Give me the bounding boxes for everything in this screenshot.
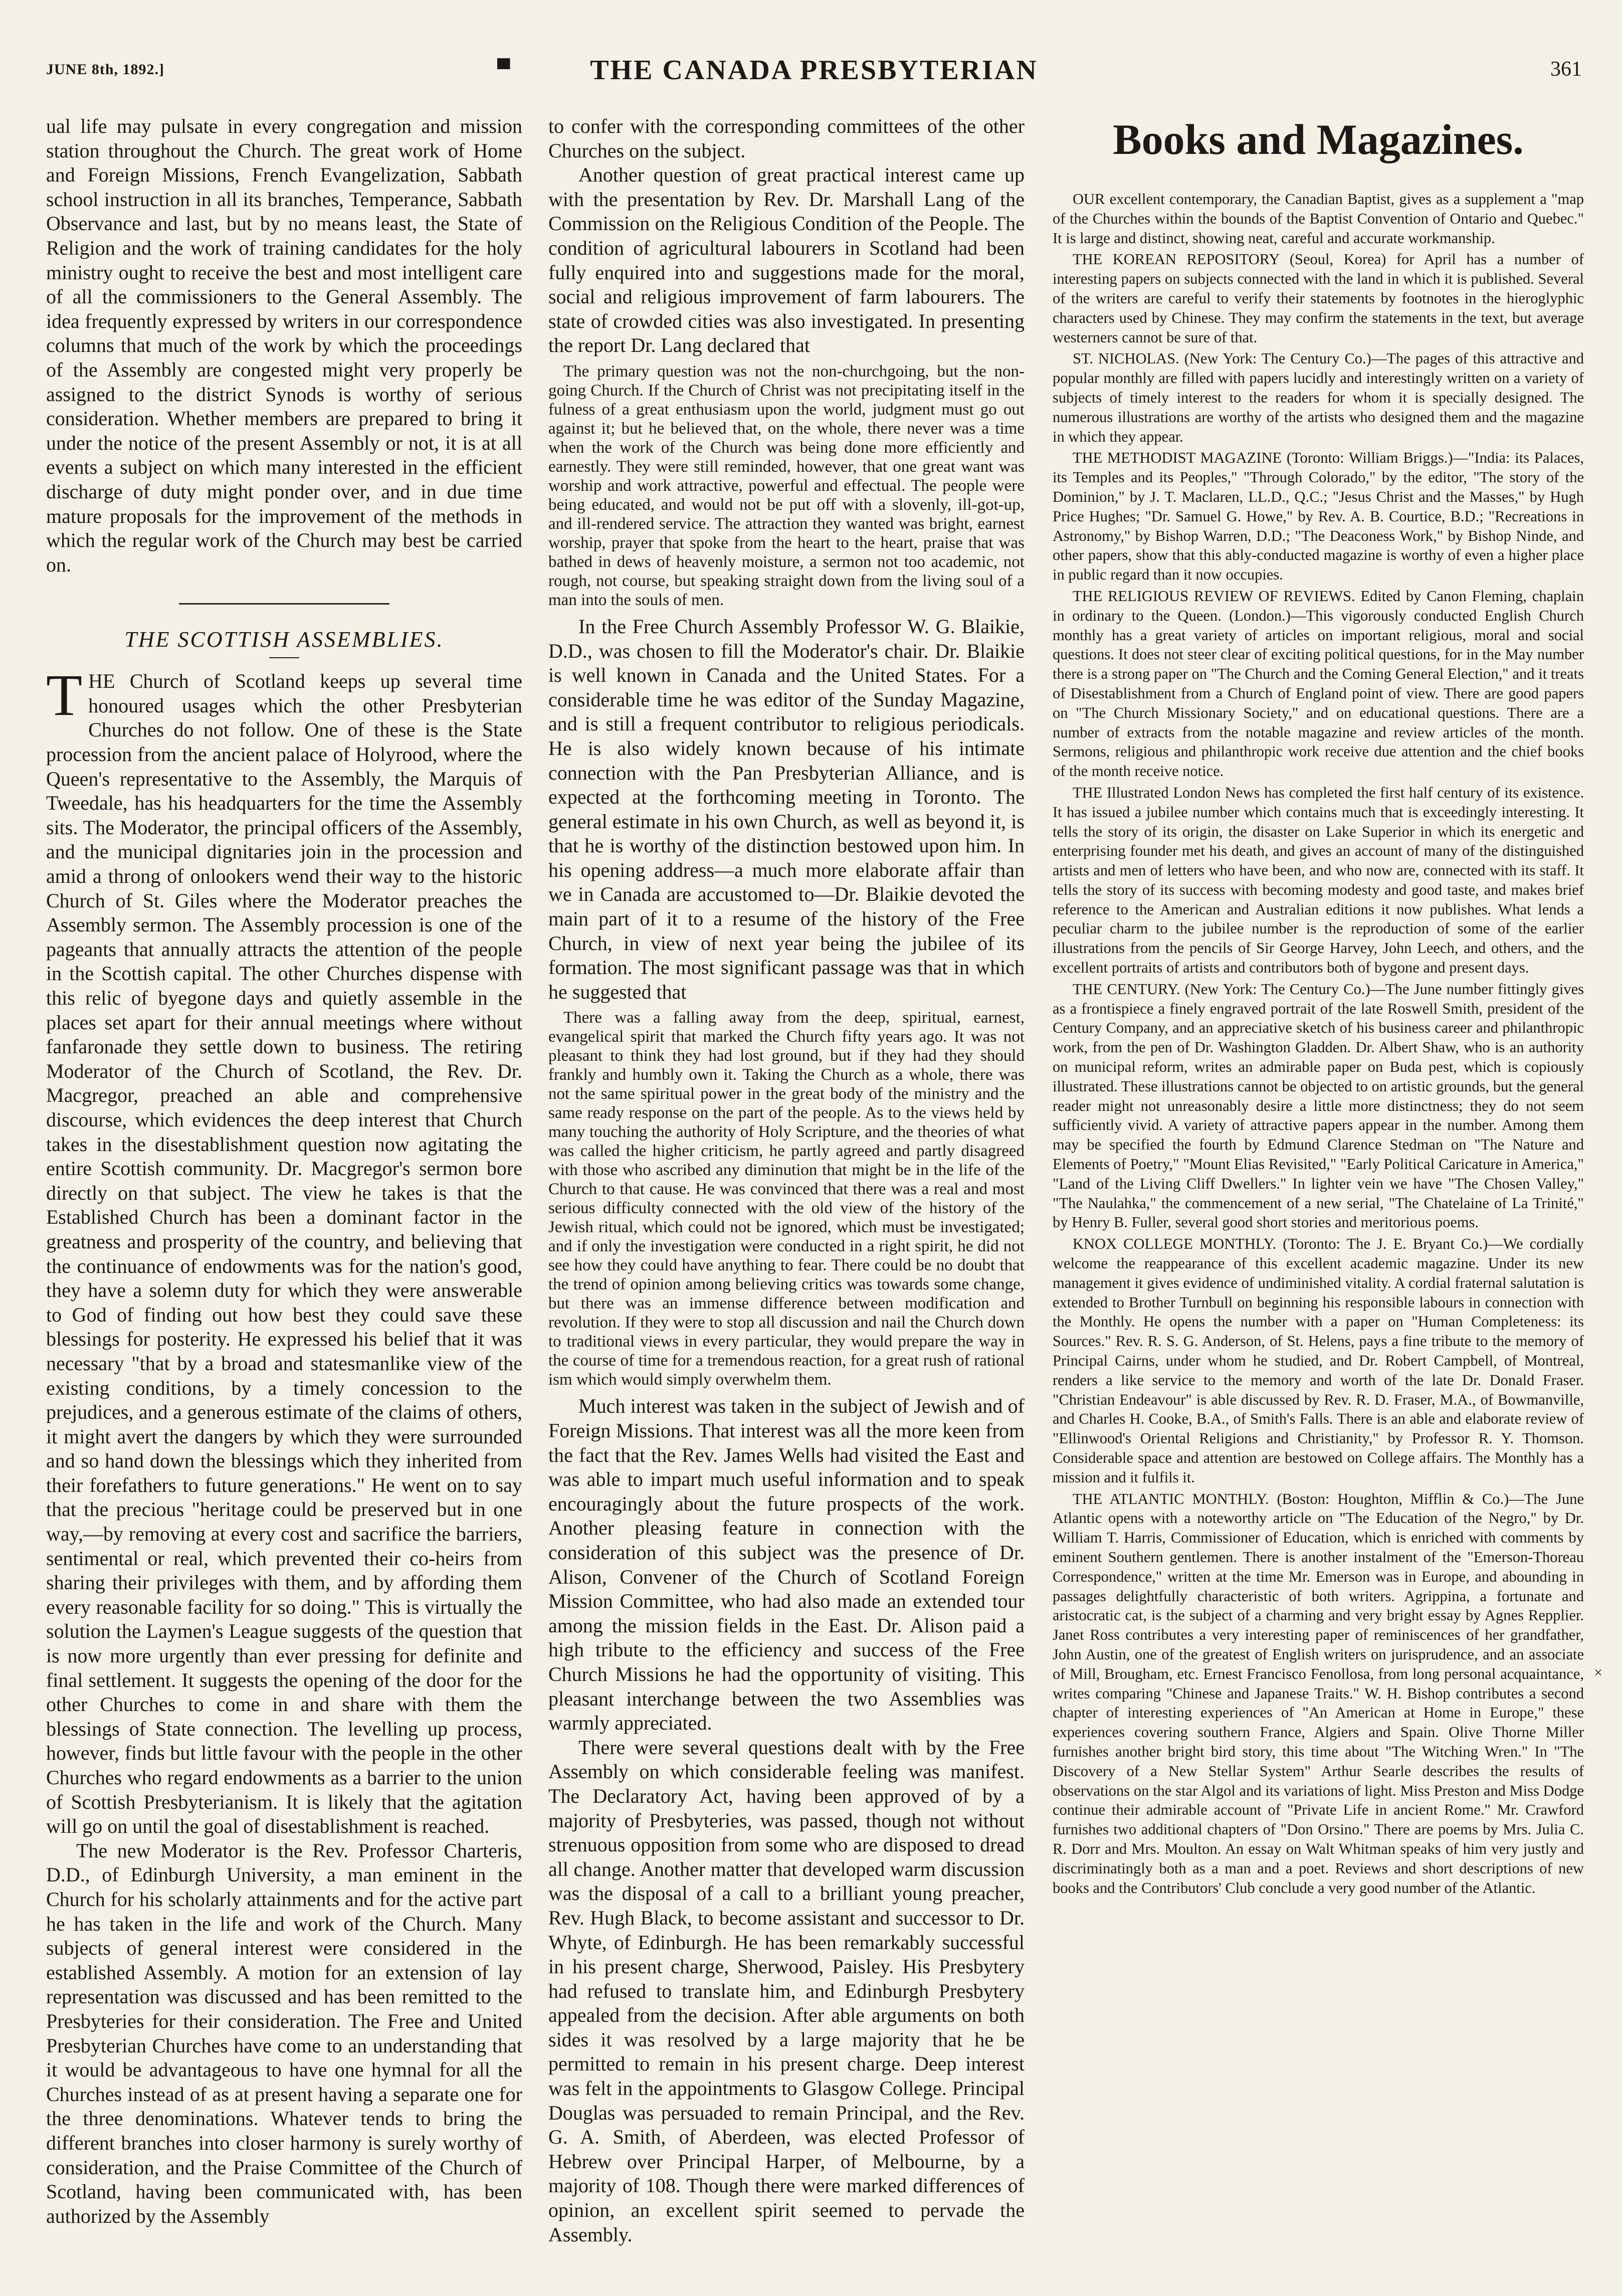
review: KNOX COLLEGE MONTHLY. (Toronto: The J. E. Bryant Co.)—We cordially welcome the reappearance of this excellent academic magazine. Under its new management it gives evidence of undiminished vitality. A cordial fraternal salutation is extended to Brother Turnbull on beginning his responsible labours in connection with the Monthly. He opens the number with a paper on "Human Completeness: its Sources." Rev. R. S. G. Anderson, of St. Helens, pays a fine tribute to the memory of Principal Cairns, under whom he studied, and Dr. Robert Campbell, of Montreal, renders a like service to the memory and worth of the late Dr. Donald Fraser. "Christian Endeavour" is able discussed by Rev. R. D. Fraser, M.A., of Bowmanville, and Charles H. Cooke, B.A., of Smith's Falls. There is an able and elaborate review of "Ellinwood's Oriental Religions and Christianity," by Professor R. Y. Thomson. Considerable space and attention are bestowed on College affairs. The Monthly has a mission and it fulfils it. bbox=[1053, 1235, 1584, 1486]
paragraph: In the Free Church Assembly Professor W. G. Blaikie, D.D., was chosen to fill the Moderator's chair. Dr. Blaikie is well known in Canada and the United States. For a considerable time he was editor of the Sunday Magazine, and is still a frequent contributor to religious periodicals. He is also widely known because of his intimate connection with the Pan Presbyterian Alliance, and is expected at the forthcoming meeting in Toronto. The general estimate in his own Church, as well as beyond it, is that he is worthy of the distinction bestowed upon him. In his opening address—a much more elaborate affair than we in Canada are accustomed to—Dr. Blaikie devoted the main part of it to a resume of the history of the Free Church, in view of next year being the jubilee of its formation. The most significant passage was that in which he suggested that bbox=[548, 615, 1025, 1003]
page-number: 361 bbox=[1550, 58, 1582, 81]
review: THE RELIGIOUS REVIEW OF REVIEWS. Edited by Canon Fleming, chaplain in ordinary to the Queen. (London.)—This vigorously conducted English Church monthly has a great variety of articles on important religious, moral and social questions. It does not steer clear of exciting political questions, for in the May number there is a strong paper on "The Church and the Coming General Election," and it treats of Disestablishment from a Church of England point of view. There are good papers on "The Church Missionary Society," and on educational questions. There are a number of extracts from the notable magazine and review articles of the month. Sermons, religious and philanthropic work receive due attention and the chief books of the month receive notice. bbox=[1053, 587, 1584, 780]
review: THE Illustrated London News has completed the first half century of its existence. It has issued a jubilee number which contains much that is exceedingly interesting. It tells the story of its origin, the disaster on Lake Superior in which its energetic and enterprising founder met his death, and gives an account of many of the distinguished artists and men of letters who have been, and who now are, connected with its staff. It tells the story of its success with becoming modesty and good taste, and makes brief reference to the American and Australian editions it now publishes. What lends a peculiar charm to the jubilee number is the reproduction of some of the earlier illustrations from the pencils of Sir George Harvey, John Leech, and others, and the excellent portraits of artists and contributors both of bygone and present days. bbox=[1053, 784, 1584, 977]
margin-mark: × bbox=[1594, 1664, 1602, 1681]
section-divider bbox=[179, 603, 389, 605]
block-quote: There was a falling away from the deep, spiritual, earnest, evangelical spirit that marked the Church fifty years ago. It was not pleasant to think they had lost ground, but if they had they should frankly and humbly own it. Taking the Church as a whole, there was not the same spiritual power in the great body of the ministry and the same ready response on the part of the people. As to the views held by many touching the authority of Holy Scripture, and the theories of what was called the higher criticism, he partly agreed and partly disagreed with those who ascribed any diminution that might be in the life of the Church to that cause. He was convinced that there was a real and most serious difficulty connected with the old view of the history of the Jewish ritual, which could not be ignored, which must be investigated; and if only the investigation were conducted in a right spirit, he did not see how they could have anything to fear. There could be no doubt that the trend of opinion among believing critics was towards some change, but there was an immense difference between modification and revolution. If they were to stop all discussion and nail the Church down to traditional views in every particular, they would prepare the way in the course of time for a tremendous reaction, for a great rush of rational ism which would simply overwhelm them. bbox=[548, 1009, 1025, 1389]
issue-date: JUNE 8th, 1892.] bbox=[46, 61, 165, 78]
review: THE CENTURY. (New York: The Century Co.)—The June number fittingly gives as a frontispiece a finely engraved portrait of the late Roswell Smith, president of the Century Company, and an appreciative sketch of his business career and philanthropic work, from the pen of Dr. Washington Gladden. Dr. Albert Shaw, who is an authority on municipal reform, writes an admirable paper on Buda pest, which is copiously illustrated. These illustrations cannot be objected to on artistic grounds, but the general reader might not unreasonably desire a little more distinctness; they do not seem sufficiently vivid. A variety of attractive papers appear in the number. Among them may be specified the fourth by Edmund Clarence Stedman on "The Nature and Elements of Poetry," "Mount Elias Revisited," "Early Political Caricature in America," "Land of the Living Cliff Dwellers." In lighter vein we have "The Chosen Valley," "The Naulahka," the commencement of a new serial, "The Chatelaine of La Trinité," by Henry B. Fuller, several good short stories and meritorious poems. bbox=[1053, 980, 1584, 1231]
paragraph: The new Moderator is the Rev. Professor Charteris, D.D., of Edinburgh University, a man eminent in the Church for his scholarly attainments and for the active part he has taken in the life and work of the Church. Many subjects of general interest were considered in the established Assembly. A motion for an extension of lay representation was discussed and has been remitted to the Presbyteries for their consideration. The Free and United Presbyterian Churches have come to an understanding that it would be advantageous to have one hymnal for all the Churches instead of as at present having a separate one for the three denominations. Whatever tends to bring the different branches into closer harmony is surely worthy of consideration, and the Praise Committee of the Church of Scotland, having been communicated with, has been authorized by the Assembly bbox=[46, 1839, 522, 2227]
paragraph: Much interest was taken in the subject of Jewish and of Foreign Missions. That interest was all the more keen from the fact that the Rev. James Wells had visited the East and was able to impart much useful information and to speak encouragingly about the future prospects of the work. Another pleasing feature in connection with the consideration of this subject was the presence of Dr. Alison, Convener of the Church of Scotland Foreign Mission Committee, who had also made an extended tour among the mission fields in the East. Dr. Alison paid a high tribute to the efficiency and success of the Free Church Missions he had the opportunity of visiting. This pleasant interchange between the two Assemblies was warmly appreciated. bbox=[548, 1395, 1025, 1735]
column-middle bbox=[548, 114, 1025, 2270]
paragraph: There were several questions dealt with by the Free Assembly on which considerable feeling was manifest. The Declaratory Act, having been approved of by a majority of Presbyteries, was passed, though not without strenuous opposition from some who are disposed to dread all change. Another matter that developed warm discussion was the disposal of a call to a brilliant young preacher, Rev. Hugh Black, to become assistant and successor to Dr. Whyte, of Edinburgh. He has been remarkably successful in his present charge, Sherwood, Paisley. His Presbytery had refused to translate him, and Edinburgh Presbytery appealed from the decision. After able arguments on both sides it was resolved by a large majority that he be permitted to remain in his present charge. Deep interest was felt in the appointments to Glasgow College. Principal Douglas was persuaded to remain Principal, and the Rev. G. A. Smith, of Aberdeen, was elected Professor of Hebrew over Principal Harper, of Melbourne, by a majority of 108. Though there were marked differences of opinion, an excellent spirit seemed to pervade the Assembly. bbox=[548, 1736, 1025, 2246]
section-heading: THE SCOTTISH ASSEMBLIES. bbox=[124, 627, 444, 652]
print-mark: ▀ bbox=[497, 59, 510, 79]
paragraph bbox=[46, 662, 522, 1839]
review: THE ATLANTIC MONTHLY. (Boston: Houghton, Mifflin & Co.)—The June Atlantic opens with a noteworthy article on "The Education of the Negro," by Dr. William T. Harris, Commissioner of Education, which is enriched with comments by eminent Southern gentlemen. There is another instalment of the "Emerson-Thoreau Correspondence," written at the time Mr. Emerson was in Europe, and abounding in passages delightfully characteristic of both writers. Agrippina, a fortunate and aristocratic cat, is the subject of a charming and very bright essay by Agnes Repplier. Janet Ross contributes a very interesting paper of reminiscences of her grandfather, John Austin, one of the greatest of English writers on jurisprudence, and an associate of Mill, Brougham, etc. Ernest Francisco Fenollosa, from long personal acquaintance, writes comparing "Chinese and Japanese Traits." W. H. Bishop contributes a second chapter of interesting experiences of "An American at Home in Europe," these experiences covering southern France, Algiers and Spain. Olive Thorne Miller furnishes another bright bird story, this time about "The Witching Wren." In "The Discovery of a New Stellar System" Arthur Searle describes the results of observations on the star Algol and its variations of light. Miss Preston and Miss Dodge continue their admirable account of "Private Life in ancient Rome." Mr. Crawford furnishes two additional chapters of "Don Orsino." There are poems by Mrs. Julia C. R. Dorr and Mrs. Moulton. An essay on Walt Whitman speaks of him very justly and discriminatingly both as a man and a poet. Reviews and short descriptions of new books and the Contributors' Club conclude a very good number of the Atlantic. bbox=[1053, 1490, 1584, 1896]
page-header bbox=[46, 54, 1582, 94]
column-right bbox=[1053, 114, 1584, 2270]
drop-cap: T bbox=[46, 662, 83, 728]
review: ST. NICHOLAS. (New York: The Century Co.)—The pages of this attractive and popular monthly are filled with papers lucidly and interestingly written on a variety of subjects of timely interest to the readers for whom it is specially designed. The numerous illustrations are worthy of the artists who designed them and the magazine in which they appear. bbox=[1053, 350, 1584, 445]
block-quote: The primary question was not the non-churchgoing, but the non-going Church. If the Church of Christ was not precipitating itself in the fulness of a great enthusiasm upon the world, judgment must go out against it; but he believed that, on the whole, there never was a time when the work of the Church was being done more efficiently and earnestly. They were still reminded, however, that one great want was worship and work attractive, powerful and effectual. The people were being educated, and would not be put off with a slovenly, ill-got-up, and ill-rendered service. The attraction they wanted was bright, earnest worship, prayer that spoke from the heart to the heart, praise that was bathed in dews of heavenly moisture, a sermon not too academic, not rough, not course, but speaking straight down from the living soul of a man into the souls of men. bbox=[548, 362, 1025, 609]
review: OUR excellent contemporary, the Canadian Baptist, gives as a supplement a "map of the Churches within the bounds of the Baptist Convention of Ontario and Quebec." It is large and distinct, showing neat, careful and accurate workmanship. bbox=[1053, 190, 1584, 247]
heading-rule bbox=[269, 657, 299, 658]
paragraph: ual life may pulsate in every congregation and mission station throughout the Church. The great work of Home and Foreign Missions, French Evangelization, Sabbath school instruction in all its branches, Temperance, Sabbath Observance and last, but by no means least, the State of Religion and the work of training candidates for the holy ministry ought to receive the best and most intelligent care of all the commissioners to the General Assembly. The idea frequently expressed by writers in our correspondence columns that much of the work by which the proceedings of the Assembly are congested might very properly be assigned to the district Synods is worthy of serious consideration. Whether members are prepared to bring it under the notice of the present Assembly or not, it is at all events a subject on which many interested in the efficient discharge of duty might ponder over, and in due time mature proposals for the improvement of the methods in which the regular work of the Church may best be carried on. bbox=[46, 115, 522, 576]
column-left bbox=[46, 114, 522, 2270]
review: THE METHODIST MAGAZINE (Toronto: William Briggs.)—"India: its Palaces, its Temples and its Peoples," "Through Colorado," by the editor, "The story of the Dominion," by J. T. Maclaren, LL.D., Q.C.; "Jesus Christ and the Masses," by Hugh Price Hughes; "Dr. Samuel G. Howe," by Rev. A. B. Courtice, B.D.; "Recreations in Astronomy," by Bishop Warren, D.D.; "The Deaconess Work," by Bishop Ninde, and other papers, show that this ably-conducted magazine is worthy of even a higher place in public regard than it now occupies. bbox=[1053, 449, 1584, 584]
review: THE KOREAN REPOSITORY (Seoul, Korea) for April has a number of interesting papers on subjects connected with the land in which it is published. Several of the writers are careful to verify their statements by footnotes in the hieroglyphic characters used by Chinese. They may confirm the statements in the text, but average westerners cannot be sure of that. bbox=[1053, 251, 1584, 346]
section-title: Books and Magazines. bbox=[1113, 115, 1524, 163]
paragraph: to confer with the corresponding committees of the other Churches on the subject. bbox=[548, 115, 1025, 162]
newspaper-title: THE CANADA PRESBYTERIAN bbox=[590, 55, 1038, 86]
paragraph: Another question of great practical interest came up with the presentation by Rev. Dr. Marshall Lang of the Commission on the Religious Condition of the People. The condition of agricultural labourers in Scotland had been fully enquired into and suggestions made for the moral, social and religious improvement of farm labourers. The state of crowded cities was also investigated. In presenting the report Dr. Lang declared that bbox=[548, 163, 1025, 357]
paragraph-text: HE Church of Scotland keeps up several time honoured usages which the other Presbyterian Churches do not follow. One of these is the State procession from the ancient palace of Holyrood, where the Queen's representative to the Assembly, the Marquis of Tweedale, has his headquarters for the time the Assembly sits. The Moderator, the principal officers of the Assembly, and the municipal dignitaries join in the procession and amid a throng of onlookers wend their way to the historic Church of St. Giles where the Moderator preaches the Assembly sermon. The Assembly procession is one of the pageants that annually attracts the attention of the people in the Scottish capital. The other Churches dispense with this relic of byegone days and quietly assemble in the places set apart for their annual meetings where without fanfaronade they settle down to business. The retiring Moderator of the Church of Scotland, the Rev. Dr. Macgregor, preached an able and comprehensive discourse, which evidences the deep interest that Church takes in the disestablishment question now agitating the entire Scottish community. Dr. Macgregor's sermon bore directly on that subject. The view he takes is that the Established Church has been a dominant factor in the greatness and prosperity of the country, and believing that the continuance of endowments was for the nation's good, they have a solemn duty for which they were answerable to God of finding out how best they could save these blessings for posterity. He expressed his belief that it was necessary "that by a broad and statesmanlike view of the existing conditions, by a timely concession to the prejudices, and a generous estimate of the claims of others, it might avert the dangers by which they were surrounded and so hand down the blessings which they inherited from their forefathers to future generations." He went on to say that the precious "heritage could be preserved but in one way,—by removing at every cost and sacrifice the barriers, sentimental or real, which prevented their co-heirs from sharing their privileges with them, and by affording them every reasonable facility for so doing." This is virtually the solution the Laymen's League suggests of the question that is now more urgently than ever pressing for definite and final settlement. It suggests the opening of the door for the other Churches to come in and share with them the blessings of State connection. The levelling up process, however, finds but little favour with the people in the other Churches who regard endowments as a barrier to the union of Scottish Presbyterianism. It is likely that the agitation will go on until the goal of disestablishment is reached. bbox=[46, 670, 522, 1838]
